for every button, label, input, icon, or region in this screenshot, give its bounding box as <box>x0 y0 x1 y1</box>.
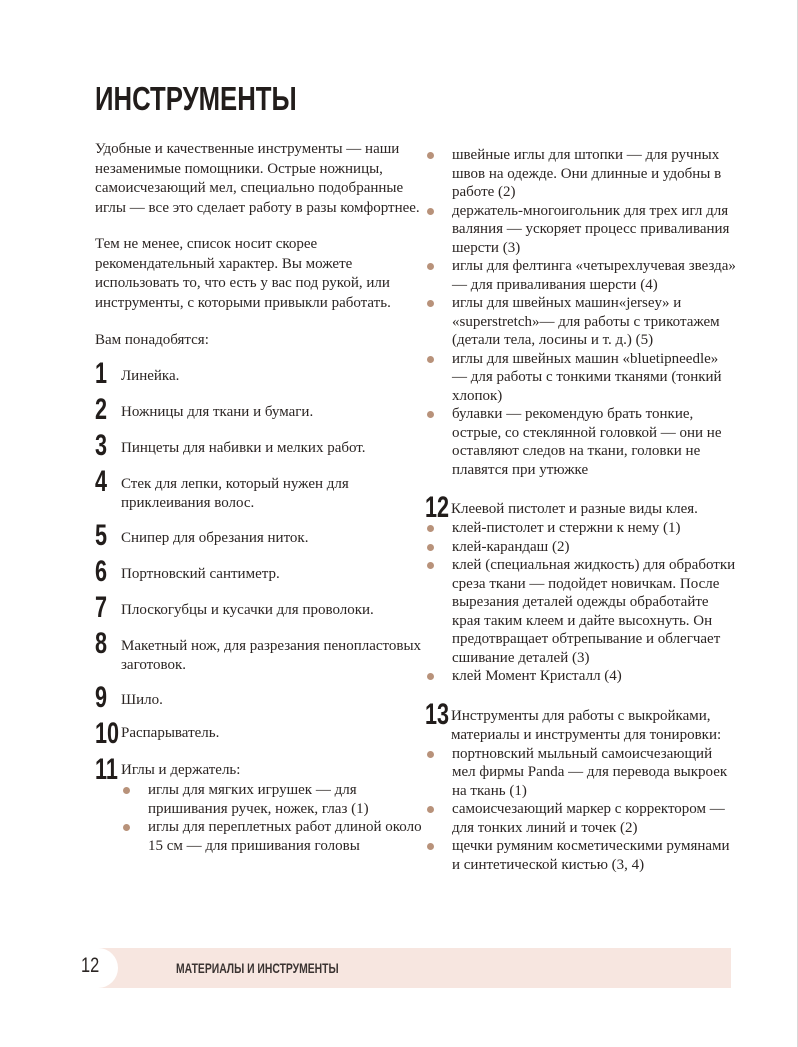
bullet-dot-icon <box>427 300 434 307</box>
item-number: 11 <box>95 753 118 786</box>
bullet-item: иглы для фелтинга «четырехлучевая звезда» — для приваливания шерсти (4) <box>399 257 737 294</box>
item-13-block <box>425 697 737 875</box>
bullet-dot-icon <box>427 673 434 680</box>
bullet-item: держатель-многоигольник для трех игл для валяния — ускоряет процесс приваливания шерсти (3) <box>399 202 737 258</box>
item-number: 12 <box>425 491 450 524</box>
item-text: Инструменты для работы с выкройками, материалы и инструменты для тонировки: <box>451 707 722 743</box>
left-column <box>95 140 425 855</box>
intro-paragraph: Удобные и качественные инструменты — наши незаменимые помощники. Острые ножницы, самоисчезающий мел, специально подобранные иглы — все это сделает работу в разы комфортнее. <box>95 141 420 216</box>
numbered-list <box>95 359 425 855</box>
item-number: 10 <box>95 717 120 750</box>
item-number: 3 <box>95 429 108 462</box>
item-text: Снипер для обрезания ниток. <box>121 530 309 546</box>
item-text: Клеевой пистолет и разные виды клея. <box>451 501 698 517</box>
list-item <box>95 395 425 431</box>
bullet-item: самоисчезающий маркер с корректором — для тонких линий и точек (2) <box>399 800 737 837</box>
list-item <box>95 719 425 755</box>
list-item <box>425 697 737 745</box>
item-12-block <box>425 493 737 686</box>
bullet-dot-icon <box>427 152 434 159</box>
bullet-dot-icon <box>427 562 434 569</box>
bullet-item: иглы для мягких игрушек — для пришивания ручек, ножек, глаз (1) <box>95 781 425 818</box>
item-number: 2 <box>95 393 108 426</box>
bullet-dot-icon <box>427 806 434 813</box>
item-number: 7 <box>95 591 108 624</box>
bullet-dot-icon <box>427 208 434 215</box>
item-number: 1 <box>95 357 108 390</box>
bullet-list <box>399 519 737 686</box>
item-text: Макетный нож, для разрезания пенопластовых заготовок. <box>121 638 422 673</box>
item-number: 6 <box>95 555 108 588</box>
bullet-dot-icon <box>427 751 434 758</box>
page-title: ИНСТРУМЕНТЫ <box>95 80 297 117</box>
item-number: 13 <box>425 697 450 731</box>
list-item <box>95 521 425 557</box>
bullet-item: клей-пистолет и стержни к нему (1) <box>399 519 737 538</box>
item-text: Иглы и держатель: <box>121 762 241 778</box>
item-number: 9 <box>95 681 108 714</box>
list-item <box>95 467 425 521</box>
item-number: 5 <box>95 519 108 552</box>
bullet-item: щечки румяним косметическими румянами и синтетической кистью (3, 4) <box>399 837 737 874</box>
bullet-item: клей Момент Кристалл (4) <box>399 667 737 686</box>
list-item <box>95 431 425 467</box>
bullet-list <box>399 146 737 479</box>
bullet-item: швейные иглы для штопки — для ручных швов на одежде. Они длинные и удобны в работе (2) <box>399 146 737 202</box>
page-number: 12 <box>81 954 100 977</box>
bullet-dot-icon <box>427 544 434 551</box>
list-item <box>95 593 425 629</box>
bullet-list <box>399 745 737 875</box>
item-text: Пинцеты для набивки и мелких работ. <box>121 440 366 456</box>
item-text: Портновский сантиметр. <box>121 566 280 582</box>
bullet-dot-icon <box>427 843 434 850</box>
bullet-item: клей (специальная жидкость) для обработки среза ткани — подойдет новичкам. После вырезания деталей одежды обработайте края таким клеем и дайте высохнуть. Он предотвращает обтрепывание и облегчает сшивание деталей (3) <box>399 556 737 667</box>
right-column <box>427 146 737 874</box>
bullet-item: портновский мыльный самоисчезающий мел фирмы Panda — для перевода выкроек на ткань (1) <box>399 745 737 801</box>
bullet-dot-icon <box>427 411 434 418</box>
bullet-item: иглы для швейных машин«jersey» и «superstretch»— для работы с трикотажем (детали тела, лосины и т. д.) (5) <box>399 294 737 350</box>
item-text: Стек для лепки, который нужен для приклеивания волос. <box>121 476 349 511</box>
bullet-list <box>95 781 425 855</box>
bullet-dot-icon <box>123 787 130 794</box>
list-item <box>95 683 425 719</box>
list-item <box>95 359 425 395</box>
item-text: Распарыватель. <box>121 725 220 741</box>
bullet-dot-icon <box>427 356 434 363</box>
item-text: Шило. <box>121 692 163 708</box>
item-number: 4 <box>95 465 108 498</box>
lead-in: Вам понадобятся: <box>95 332 209 348</box>
bullet-dot-icon <box>427 525 434 532</box>
item-text: Ножницы для ткани и бумаги. <box>121 404 314 420</box>
bullet-dot-icon <box>427 263 434 270</box>
bullet-item: иглы для переплетных работ длиной около 15 см — для пришивания головы <box>95 818 425 855</box>
intro-paragraph: Тем не менее, список носит скорее рекомендательный характер. Вы можете использовать то, что есть у вас под рукой, или инструменты, с которыми привыкли работать. <box>95 236 391 311</box>
bullet-item: иглы для швейных машин «bluetipneedle» — для работы с тонкими тканями (тонкий хлопок) <box>399 350 737 406</box>
bullet-dot-icon <box>123 824 130 831</box>
footer-section-title: МАТЕРИАЛЫ И ИНСТРУМЕНТЫ <box>176 960 339 976</box>
list-item <box>95 629 425 683</box>
bullet-item: булавки — рекомендую брать тонкие, острые, со стеклянной головкой — они не оставляют следов на ткани, головки не плавятся при утюжке <box>399 405 737 479</box>
item-text: Плоскогубцы и кусачки для проволоки. <box>121 602 374 618</box>
item-text: Линейка. <box>121 368 180 384</box>
list-item <box>95 557 425 593</box>
item-number: 8 <box>95 627 108 660</box>
bullet-item: клей-карандаш (2) <box>399 538 737 557</box>
